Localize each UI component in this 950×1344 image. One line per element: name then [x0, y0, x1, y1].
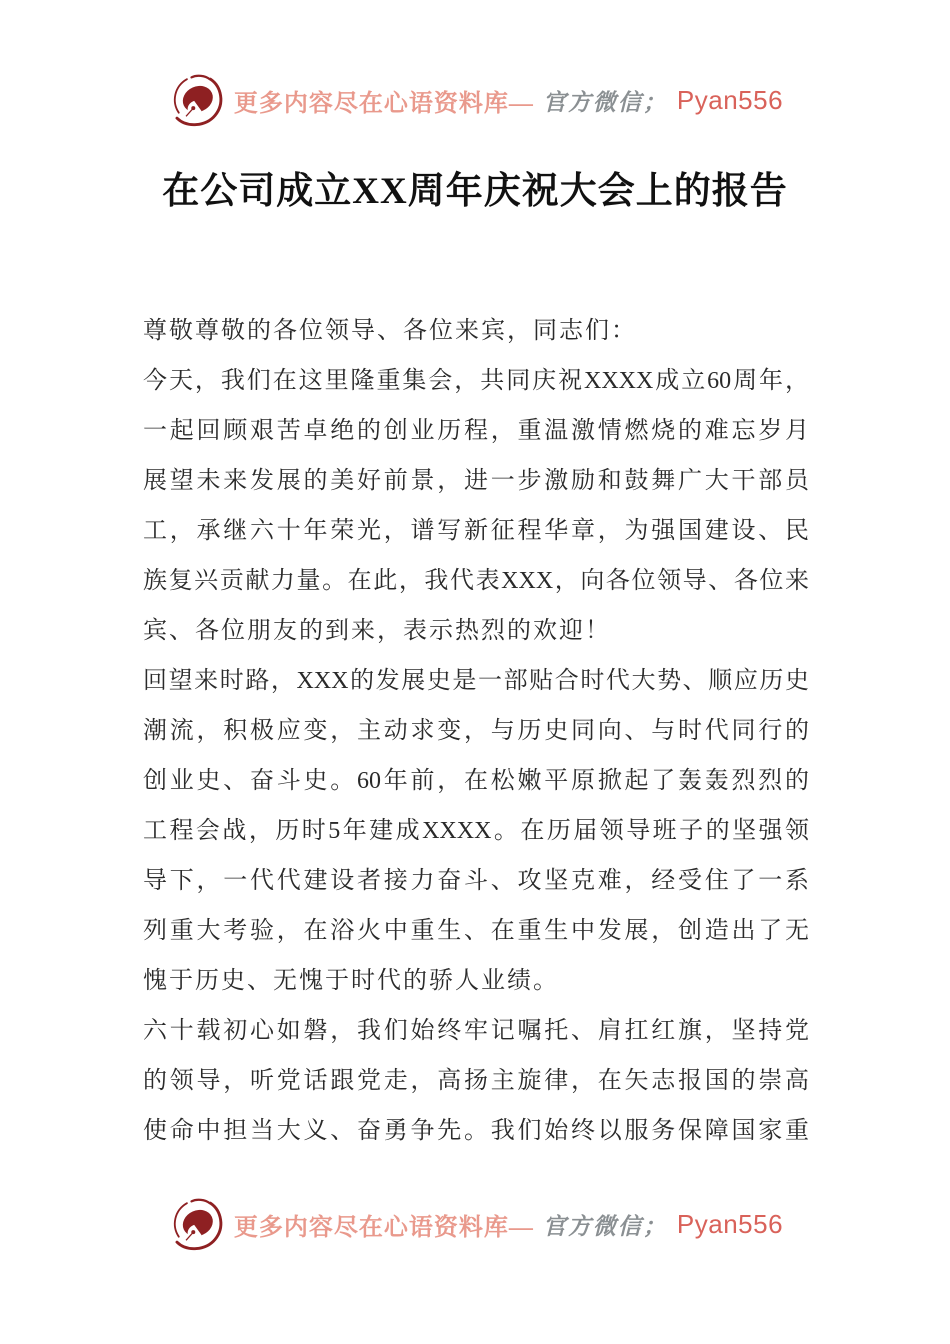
body-text-line: 展望未来发展的美好前景，进一步激励和鼓舞广大干部员 — [143, 468, 809, 494]
body-text-line: 使命中担当大义、奋勇争先。我们始终以服务保障国家重 — [143, 1118, 809, 1144]
wechat-label: 官方微信； — [542, 89, 668, 115]
body-text-line: 今天，我们在这里隆重集会，共同庆祝XXXX成立60周年， — [143, 368, 809, 394]
body-text-line: 的领导，听党话跟党走，高扬主旋律，在矢志报国的崇高 — [143, 1068, 809, 1094]
wechat-label: 官方微信； — [542, 1213, 668, 1239]
body-text-line: 工，承继六十年荣光，谱写新征程华章，为强国建设、民 — [143, 518, 809, 544]
brand-text: 更多内容尽在心语资料库— — [233, 1214, 534, 1241]
body-text-line: 导下，一代代建设者接力奋斗、攻坚克难，经受住了一系 — [143, 868, 809, 894]
wechat-id: Pyan556 — [676, 84, 784, 115]
body-text-line: 创业史、奋斗史。60年前，在松嫩平原掀起了轰轰烈烈的 — [143, 768, 809, 794]
document-header — [0, 70, 950, 130]
body-text-line: 族复兴贡献力量。在此，我代表XXX，向各位领导、各位来 — [143, 568, 809, 594]
body-text-line: 工程会战，历时5年建成XXXX。在历届领导班子的坚强领 — [143, 818, 809, 844]
body-text-line: 宾、各位朋友的到来，表示热烈的欢迎！ — [143, 618, 611, 644]
document-body — [143, 306, 809, 1156]
body-text-line: 六十载初心如磐，我们始终牢记嘱托、肩扛红旗，坚持党 — [143, 1018, 809, 1044]
pen-logo-icon — [167, 70, 225, 130]
pen-logo-icon — [167, 1194, 225, 1254]
body-text-line: 一起回顾艰苦卓绝的创业历程，重温激情燃烧的难忘岁月 — [143, 418, 809, 444]
document-footer — [0, 1194, 950, 1254]
wechat-id: Pyan556 — [676, 1208, 784, 1239]
document-title: 在公司成立XX周年庆祝大会上的报告 — [162, 171, 788, 212]
body-text-line: 尊敬尊敬的各位领导、各位来宾，同志们： — [143, 318, 637, 344]
body-text-line: 愧于历史、无愧于时代的骄人业绩。 — [143, 968, 559, 994]
body-text-line: 列重大考验，在浴火中重生、在重生中发展，创造出了无 — [143, 918, 809, 944]
brand-text: 更多内容尽在心语资料库— — [233, 90, 534, 117]
body-text-line: 潮流，积极应变，主动求变，与历史同向、与时代同行的 — [143, 718, 809, 744]
body-text-line: 回望来时路，XXX的发展史是一部贴合时代大势、顺应历史 — [143, 668, 809, 694]
